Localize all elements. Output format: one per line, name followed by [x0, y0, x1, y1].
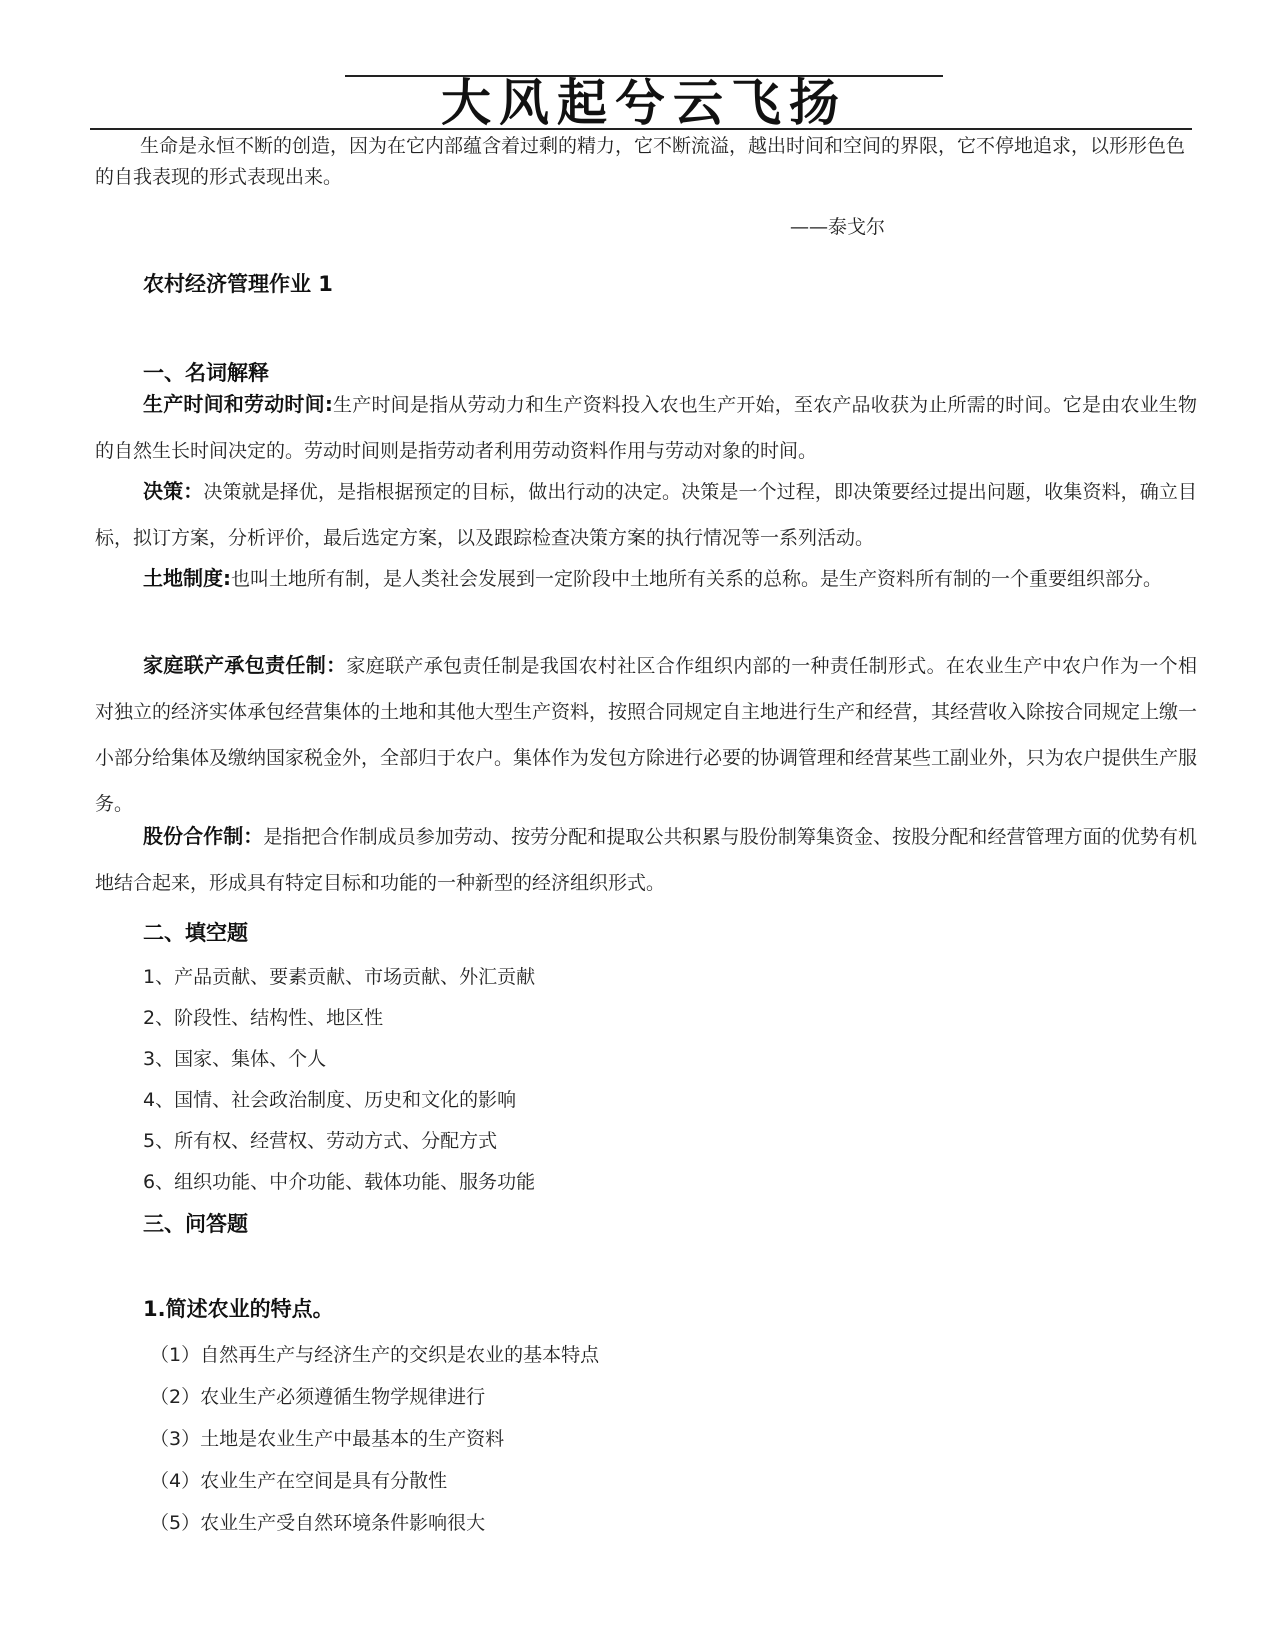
- definition-separator: :: [324, 392, 333, 416]
- answer-point: （3）土地是农业生产中最基本的生产资料: [150, 1428, 505, 1450]
- definition-term: 家庭联产承包责任制: [143, 653, 327, 677]
- definition-item: [95, 555, 1197, 602]
- definition-text: 决策就是择优，是指根据预定的目标，做出行动的决定。决策是一个过程，即决策要经过提出问题，收集资料，确立目标，拟订方案，分析评价，最后选定方案，以及跟踪检查决策方案的执行情况等一系列活动。: [95, 481, 1198, 549]
- definition-term: 股份合作制: [143, 824, 244, 848]
- fill-blank-answer: 6、组织功能、中介功能、载体功能、服务功能: [143, 1171, 536, 1193]
- section-heading-questions: 三、问答题: [143, 1212, 248, 1236]
- answer-point: （1）自然再生产与经济生产的交织是农业的基本特点: [150, 1344, 600, 1366]
- answer-point: （5）农业生产受自然环境条件影响很大: [150, 1512, 486, 1534]
- definition-text: 生产时间是指从劳动力和生产资料投入农也生产开始，至农产品收获为止所需的时间。它是由农业生物的自然生长时间决定的。劳动时间则是指劳动者利用劳动资料作用与劳动对象的时间。: [95, 394, 1198, 462]
- definition-term: 生产时间和劳动时间: [143, 392, 325, 416]
- definition-item: [95, 813, 1197, 906]
- fill-blank-answer: 3、国家、集体、个人: [143, 1048, 327, 1070]
- quote-text: 生命是永恒不断的创造，因为在它内部蕴含着过剩的精力，它不断流溢，越出时间和空间的界限，它不停地追求，以形形色色的自我表现的形式表现出来。: [95, 135, 1186, 188]
- quote-author: ——泰戈尔: [790, 216, 886, 238]
- definition-term: 土地制度: [143, 566, 223, 590]
- fill-blank-answer: 4、国情、社会政治制度、历史和文化的影响: [143, 1089, 517, 1111]
- definition-separator: ：: [326, 653, 347, 677]
- definition-item: [95, 642, 1197, 827]
- header-bottom-rule: [90, 128, 1192, 130]
- definition-separator: ：: [243, 824, 264, 848]
- fill-blank-answer: 1、产品贡献、要素贡献、市场贡献、外汇贡献: [143, 966, 536, 988]
- answer-point: （2）农业生产必须遵循生物学规律进行: [150, 1386, 486, 1408]
- section-heading-definitions: 一、名词解释: [143, 361, 269, 385]
- definition-text: 也叫土地所有制，是人类社会发展到一定阶段中土地所有关系的总称。是生产资料所有制的一个重要组织部分。: [231, 568, 1163, 590]
- header-title: 大风起兮云飞扬: [441, 73, 847, 132]
- definition-separator: :: [223, 566, 231, 590]
- answer-point: （4）农业生产在空间是具有分散性: [150, 1470, 448, 1492]
- definition-item: [95, 468, 1197, 561]
- fill-blank-answer: 2、阶段性、结构性、地区性: [143, 1007, 384, 1029]
- section-heading-fill-blanks: 二、填空题: [143, 921, 248, 945]
- definition-item: [95, 381, 1197, 474]
- definition-term: 决策: [143, 479, 184, 503]
- definition-separator: ：: [183, 479, 204, 503]
- definition-text: 家庭联产承包责任制是我国农村社区合作组织内部的一种责任制形式。在农业生产中农户作为一个相对独立的经济实体承包经营集体的土地和其他大型生产资料，按照合同规定自主地进行生产和经营，其经营收入除按合同规定上缴一小部分给集体及缴纳国家税金外，全部归于农户。集体作为发包方除进行必要的协调管理和经营某些工副业外，只为农户提供生产服务。: [95, 655, 1198, 815]
- question-title: 1.简述农业的特点。: [143, 1297, 334, 1321]
- document-title: 农村经济管理作业 1: [143, 272, 333, 296]
- fill-blank-answer: 5、所有权、经营权、劳动方式、分配方式: [143, 1130, 498, 1152]
- definition-text: 是指把合作制成员参加劳动、按劳分配和提取公共积累与股份制筹集资金、按股分配和经营管理方面的优势有机地结合起来，形成具有特定目标和功能的一种新型的经济组织形式。: [95, 826, 1197, 894]
